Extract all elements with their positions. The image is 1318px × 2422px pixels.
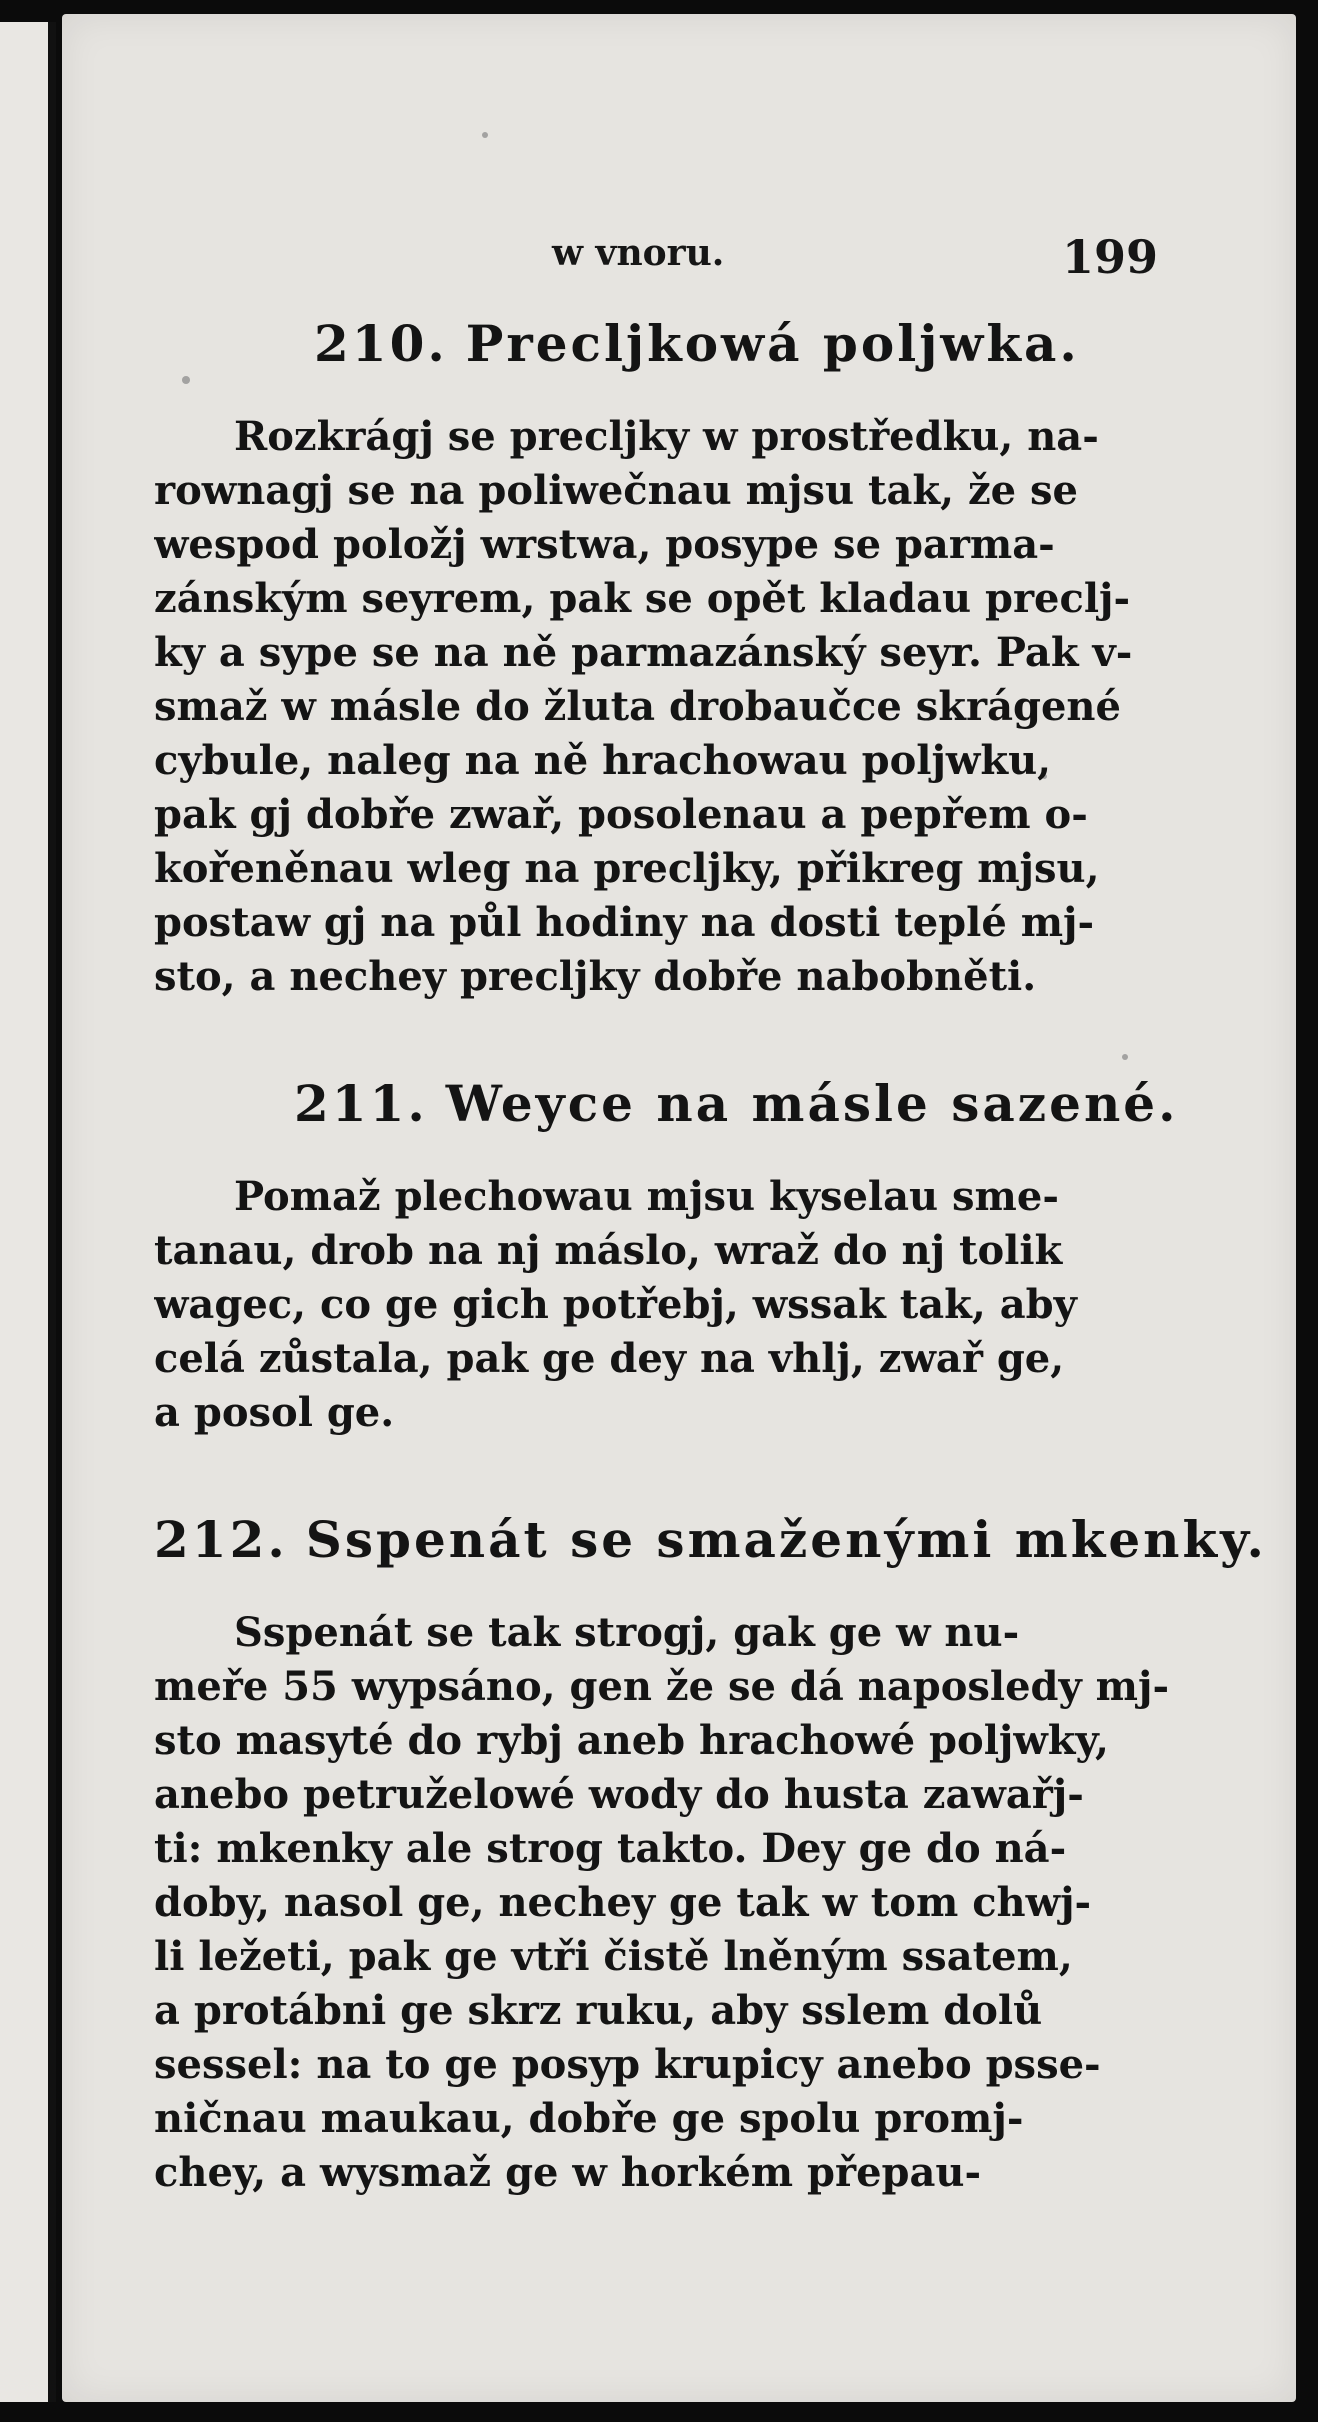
text-line: anebo petruželowé wody do husta zawařj- [154,1771,1084,1818]
text-line: postaw gj na půl hodiny na dosti teplé mj- [154,899,1095,946]
text-line: li ležeti, pak ge vtři čistě lněným ssatem, [154,1933,1073,1980]
recipe-number: 211. [294,1074,428,1133]
page-number: 199 [1062,230,1159,284]
page-content [154,314,1267,2270]
recipe-heading [154,314,1224,374]
recipe-text [154,1606,1224,2200]
text-line: wagec, co ge gich potřebj, wssak tak, aby [154,1281,1077,1328]
book-page [62,14,1296,2402]
text-line: celá zůstala, pak ge dey na vhlj, zwař ge, [154,1335,1065,1382]
adjacent-page-edge [0,22,56,2402]
running-head: w vnoru. [552,232,725,274]
text-line: zánským seyrem, pak se opět kladau preclj- [154,575,1131,622]
paper-speck [482,132,488,138]
text-line: sto, a nechey precljky dobře nabobněti. [154,953,1037,1000]
text-line: sessel: na to ge posyp krupicy anebo psse- [154,2041,1101,2088]
text-line: wespod položj wrstwa, posype se parma- [154,521,1055,568]
recipe-number: 212. [154,1510,288,1569]
text-line: doby, nasol ge, nechey ge tak w tom chwj- [154,1879,1092,1926]
text-line: ti: mkenky ale strog takto. Dey ge do ná- [154,1825,1067,1872]
page-header [62,232,1296,292]
recipe-number: 210. [314,314,448,373]
text-line: kořeněnau wleg na precljky, přikreg mjsu, [154,845,1100,892]
text-line: a protábni ge skrz ruku, aby sslem dolů [154,1987,1043,2034]
text-line: meře 55 wypsáno, gen že se dá naposledy mj- [154,1663,1170,1710]
text-line: Pomaž plechowau mjsu kyselau sme- [234,1173,1059,1220]
text-line: a posol ge. [154,1389,395,1436]
text-line: ničnau maukau, dobře ge spolu promj- [154,2095,1024,2142]
recipe-212 [154,1510,1267,2200]
text-line: ky a sype se na ně parmazánský seyr. Pak v- [154,629,1133,676]
recipe-title: Sspenát se smaženými mkenky. [305,1510,1267,1569]
text-line: sto masyté do rybj aneb hrachowé poljwky, [154,1717,1109,1764]
recipe-title: Precljkowá poljwka. [465,314,1080,373]
recipe-text [154,1170,1224,1440]
text-line: cybule, naleg na ně hrachowau poljwku, [154,737,1052,784]
recipe-heading [154,1074,1224,1134]
recipe-title: Weyce na másle sazené. [445,1074,1179,1133]
recipe-210 [154,314,1224,1004]
text-line: Sspenát se tak strogj, gak ge w nu- [234,1609,1020,1656]
text-line: smaž w másle do žluta drobaučce skrágené [154,683,1121,730]
recipe-heading [154,1510,1267,1570]
text-line: rownagj se na poliwečnau mjsu tak, že se [154,467,1079,514]
text-line: chey, a wysmaž ge w horkém přepau- [154,2149,982,2196]
recipe-211 [154,1074,1224,1440]
text-line: tanau, drob na nj máslo, wraž do nj tolik [154,1227,1063,1274]
recipe-text [154,410,1224,1004]
text-line: Rozkrágj se precljky w prostředku, na- [234,413,1099,460]
text-line: pak gj dobře zwař, posolenau a pepřem o- [154,791,1088,838]
